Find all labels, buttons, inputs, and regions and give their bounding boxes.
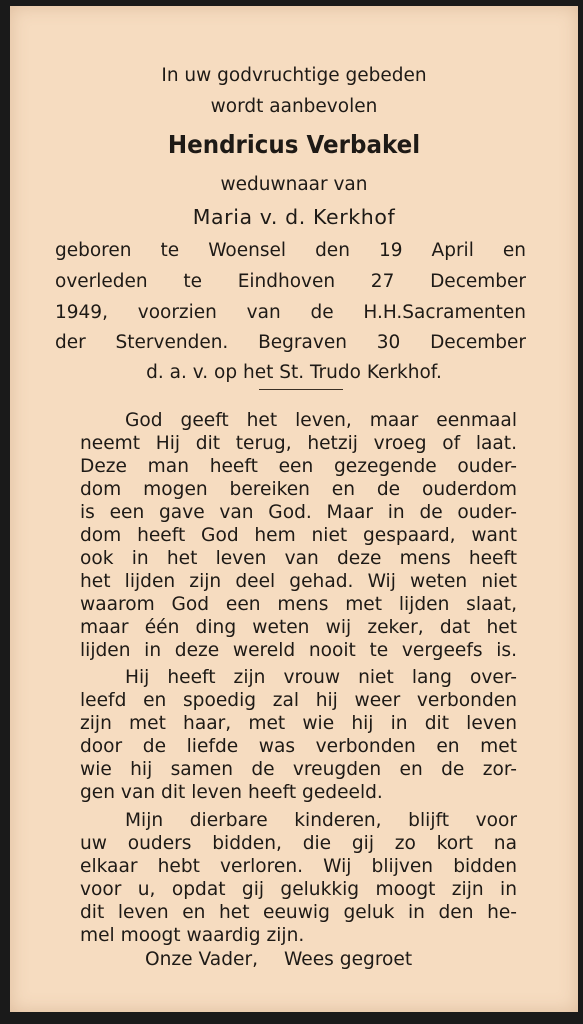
paragraph-1-line: God geeft het leven, maar eenmaal <box>125 410 517 431</box>
paragraph-3-line: mel moogt waardig zijn. <box>80 925 305 946</box>
detail-line: overleden te Eindhoven 27 December <box>55 271 526 292</box>
paragraph-1-line: is een gave van God. Maar in de ouder- <box>80 502 517 523</box>
deceased-name: Hendricus Verbakel <box>167 130 421 159</box>
detail-line: der Stervenden. Begraven 30 December <box>55 332 526 353</box>
paragraph-2-line: zijn met haar, met wie hij in dit leven <box>80 713 517 734</box>
prayer-wees-gegroet: Wees gegroet <box>284 949 413 970</box>
paragraph-2-line: Hij heeft zijn vrouw niet lang over- <box>125 667 517 688</box>
paragraph-1-line: ook in het leven van deze mens heeft <box>80 548 517 569</box>
paragraph-3-line: elkaar hebt verloren. Wij blijven bidden <box>80 856 517 877</box>
paragraph-1-line: neemt Hij dit terug, hetzij vroeg of laat. <box>80 433 517 454</box>
paragraph-3-line: uw ouders bidden, die gij zo kort na <box>80 833 517 854</box>
paragraph-1-line: het lijden zijn deel gehad. Wij weten niet <box>80 571 517 592</box>
paragraph-2-line: gen van dit leven heeft gedeeld. <box>80 782 383 803</box>
paragraph-1-line: waarom God een mens met lijden slaat, <box>80 594 517 615</box>
paragraph-3-line: dit leven en het eeuwig geluk in den he- <box>80 902 517 923</box>
memorial-card <box>10 6 578 1012</box>
prayer-onze-vader: Onze Vader, <box>145 949 258 970</box>
paragraph-1-line: Deze man heeft een gezegende ouder- <box>80 456 517 477</box>
paragraph-2-line: leefd en spoedig zal hij weer verbonden <box>80 690 517 711</box>
detail-line: 1949, voorzien van de H.H.Sacramenten <box>55 302 526 323</box>
paragraph-2-line: door de liefde was verbonden en met <box>80 736 517 757</box>
paragraph-1-line: lijden in deze wereld nooit te vergeefs is. <box>80 640 517 661</box>
marital-status: weduwnaar van <box>220 174 368 195</box>
closing-prayers <box>145 951 412 970</box>
detail-line: d. a. v. op het St. Trudo Kerkhof. <box>146 362 442 383</box>
intro-line-2: wordt aanbevolen <box>210 96 378 117</box>
divider <box>259 389 343 390</box>
intro-line-1: In uw godvruchtige gebeden <box>161 65 427 86</box>
detail-line: geboren te Woensel den 19 April en <box>55 240 526 261</box>
paragraph-3-line: Mijn dierbare kinderen, blijft voor <box>125 810 517 831</box>
paragraph-1-line: dom mogen bereiken en de ouderdom <box>80 479 517 500</box>
paragraph-3-line: voor u, opdat gij gelukkig moogt zijn in <box>80 879 517 900</box>
paragraph-2-line: wie hij samen de vreugden en de zor- <box>80 759 517 780</box>
paragraph-1-line: maar één ding weten wij zeker, dat het <box>80 617 517 638</box>
spouse-name: Maria v. d. Kerkhof <box>192 205 396 229</box>
paragraph-1-line: dom heeft God hem niet gespaard, want <box>80 525 517 546</box>
